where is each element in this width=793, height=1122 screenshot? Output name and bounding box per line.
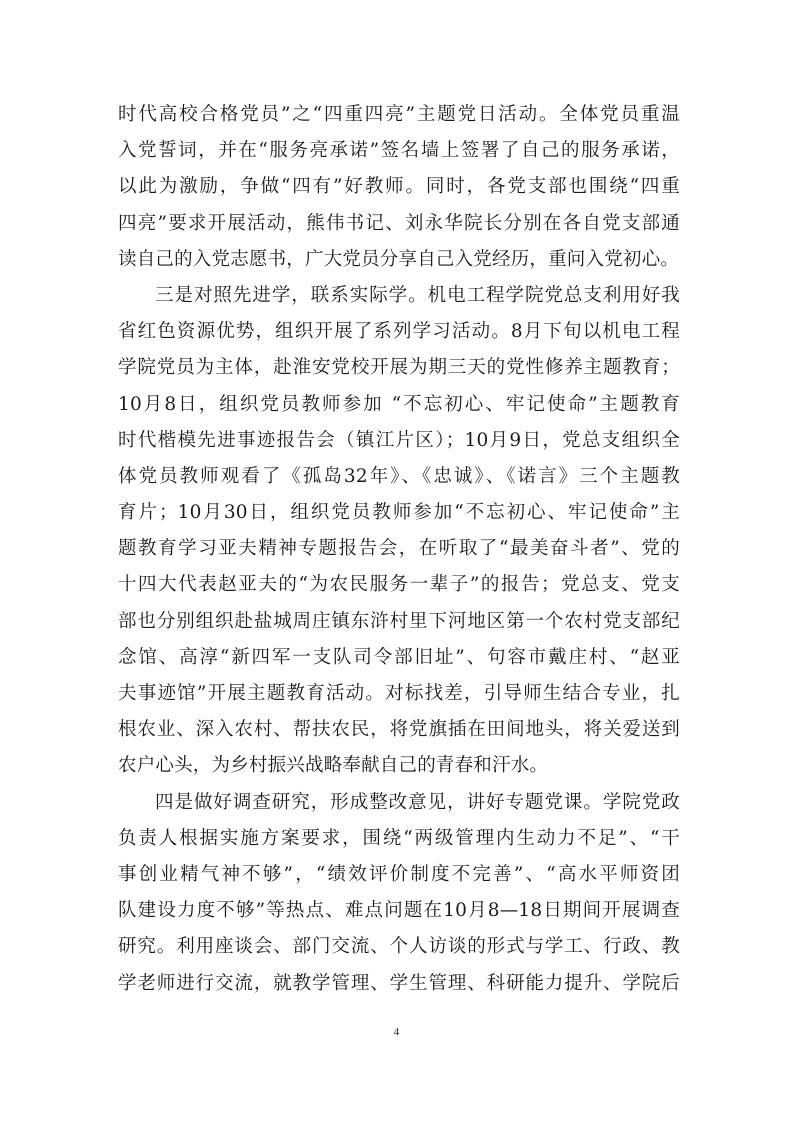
text-line: 时代高校合格党员”之“四重四亮”主题党日活动。全体党员重温	[118, 104, 680, 125]
text-line: 农户心头，为乡村振兴战略奉献自己的青春和汗水。	[118, 755, 549, 777]
text-line: 题教育学习亚夫精神专题报告会，在听取了“最美奋斗者”、党的	[118, 538, 680, 560]
text-line: 队建设力度不够”等热点、难点问题在10月8—18日期间开展调查	[118, 900, 680, 922]
text-line: 念馆、高淳“新四军一支队司令部旧址”、句容市戴庄村、“赵亚	[118, 646, 680, 668]
text-line: 学老师进行交流，就教学管理、学生管理、科研能力提升、学院后	[118, 972, 680, 994]
text-line: 读自己的入党志愿书，广大党员分享自己入党经历，重问入党初心。	[118, 248, 680, 270]
page-number: 4	[393, 1026, 400, 1038]
text-line: 部也分别组织赴盐城周庄镇东浒村里下河地区第一个农村党支部纪	[118, 610, 680, 632]
body-text	[118, 97, 680, 1002]
text-line: 10月8日，组织党员教师参加 “不忘初心、牢记使命”主题教育	[118, 393, 680, 415]
text-line: 体党员教师观看了《孤岛32年》、《忠诚》、《诺言》三个主题教	[118, 465, 680, 487]
text-line: 育片；10月30日，组织党员教师参加“不忘初心、牢记使命”主	[118, 502, 680, 524]
text-line: 十四大代表赵亚夫的“为农民服务一辈子”的报告；党总支、党支	[118, 574, 680, 596]
text-line: 负责人根据实施方案要求，围绕“两级管理内生动力不足”、“干	[118, 827, 680, 849]
text-line: 事创业精气神不够”，“绩效评价制度不完善”、“高水平师资团	[118, 863, 680, 885]
text-line: 四亮”要求开展活动，熊伟书记、刘永华院长分别在各自党支部通	[118, 212, 680, 234]
text-line: 学院党员为主体，赴淮安党校开展为期三天的党性修养主题教育；	[118, 357, 680, 379]
text-line: 研究。利用座谈会、部门交流、个人访谈的形式与学工、行政、教	[118, 936, 680, 958]
text-line: 三是对照先进学，联系实际学。机电工程学院党总支利用好我	[155, 284, 680, 306]
text-line: 省红色资源优势，组织开展了系列学习活动。8月下旬以机电工程	[118, 321, 680, 343]
text-line: 夫事迹馆”开展主题教育活动。对标找差，引导师生结合专业，扎	[118, 683, 680, 704]
text-line: 入党誓词，并在“服务亮承诺”签名墙上签署了自己的服务承诺，	[118, 140, 680, 162]
text-line: 四是做好调查研究，形成整改意见，讲好专题党课。学院党政	[155, 791, 680, 813]
text-line: 时代楷模先进事迹报告会（镇江片区）；10月9日，党总支组织全	[118, 429, 680, 451]
text-line: 以此为激励，争做“四有”好教师。同时，各党支部也围绕“四重	[118, 176, 680, 198]
text-line: 根农业、深入农村、帮扶农民，将党旗插在田间地头，将关爱送到	[118, 719, 680, 741]
